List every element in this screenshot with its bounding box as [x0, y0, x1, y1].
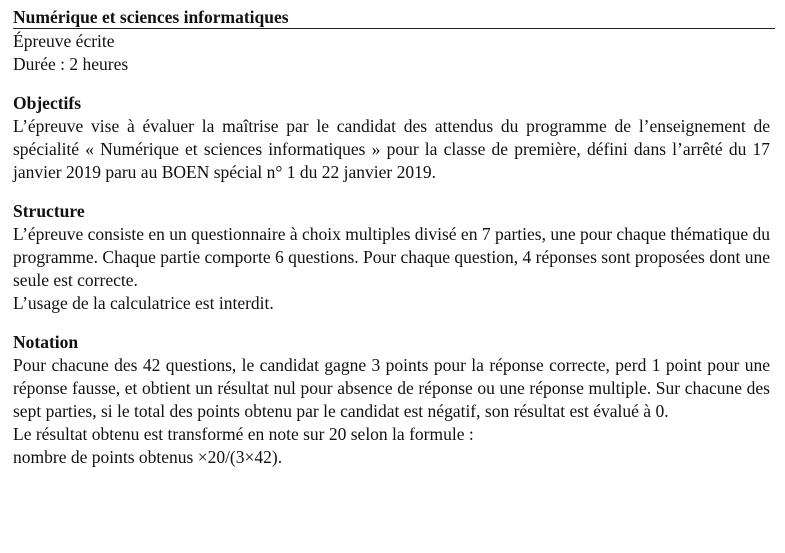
calculator-rule: L’usage de la calculatrice est interdit. — [13, 293, 274, 313]
notation-paragraph: Pour chacune des 42 questions, le candidat gagne 3 points pour la réponse correcte, perd 1 point pour une réponse fausse, et obtient un résultat nul pour absence de réponse ou une réponse multiple. Sur chacune des sept parties, si le total des points obtenu par le candidat est négatif, son résultat est évalué à 0. — [13, 355, 770, 421]
notation-transform: Le résultat obtenu est transformé en note sur 20 selon la formule : — [13, 424, 474, 444]
document-page — [13, 0, 775, 469]
section-heading-structure: Structure — [13, 201, 85, 221]
section-objectifs — [13, 92, 775, 184]
exam-duration: Durée : 2 heures — [13, 54, 129, 74]
exam-type: Épreuve écrite — [13, 31, 115, 51]
notation-formula: nombre de points obtenus ×20/(3×42). — [13, 447, 283, 467]
objectifs-paragraph: L’épreuve vise à évaluer la maîtrise par le candidat des attendus du programme de l’enseignement de spécialité « Numérique et sciences informatiques » pour la classe de première, défini dans l’arrêté du 17 janvier 2019 paru au BOEN spécial n° 1 du 22 janvier 2019. — [13, 116, 770, 182]
structure-paragraph: L’épreuve consiste en un questionnaire à choix multiples divisé en 7 parties, une pour chaque thématique du programme. Chaque partie comporte 6 questions. Pour chaque question, 4 réponses sont proposées dont une seule est correcte. — [13, 224, 770, 290]
section-notation — [13, 331, 775, 469]
section-heading-notation: Notation — [13, 332, 79, 352]
document-title: Numérique et sciences informatiques — [13, 7, 289, 27]
section-structure — [13, 200, 775, 315]
title-underline — [13, 28, 775, 29]
section-heading-objectifs: Objectifs — [13, 93, 82, 113]
